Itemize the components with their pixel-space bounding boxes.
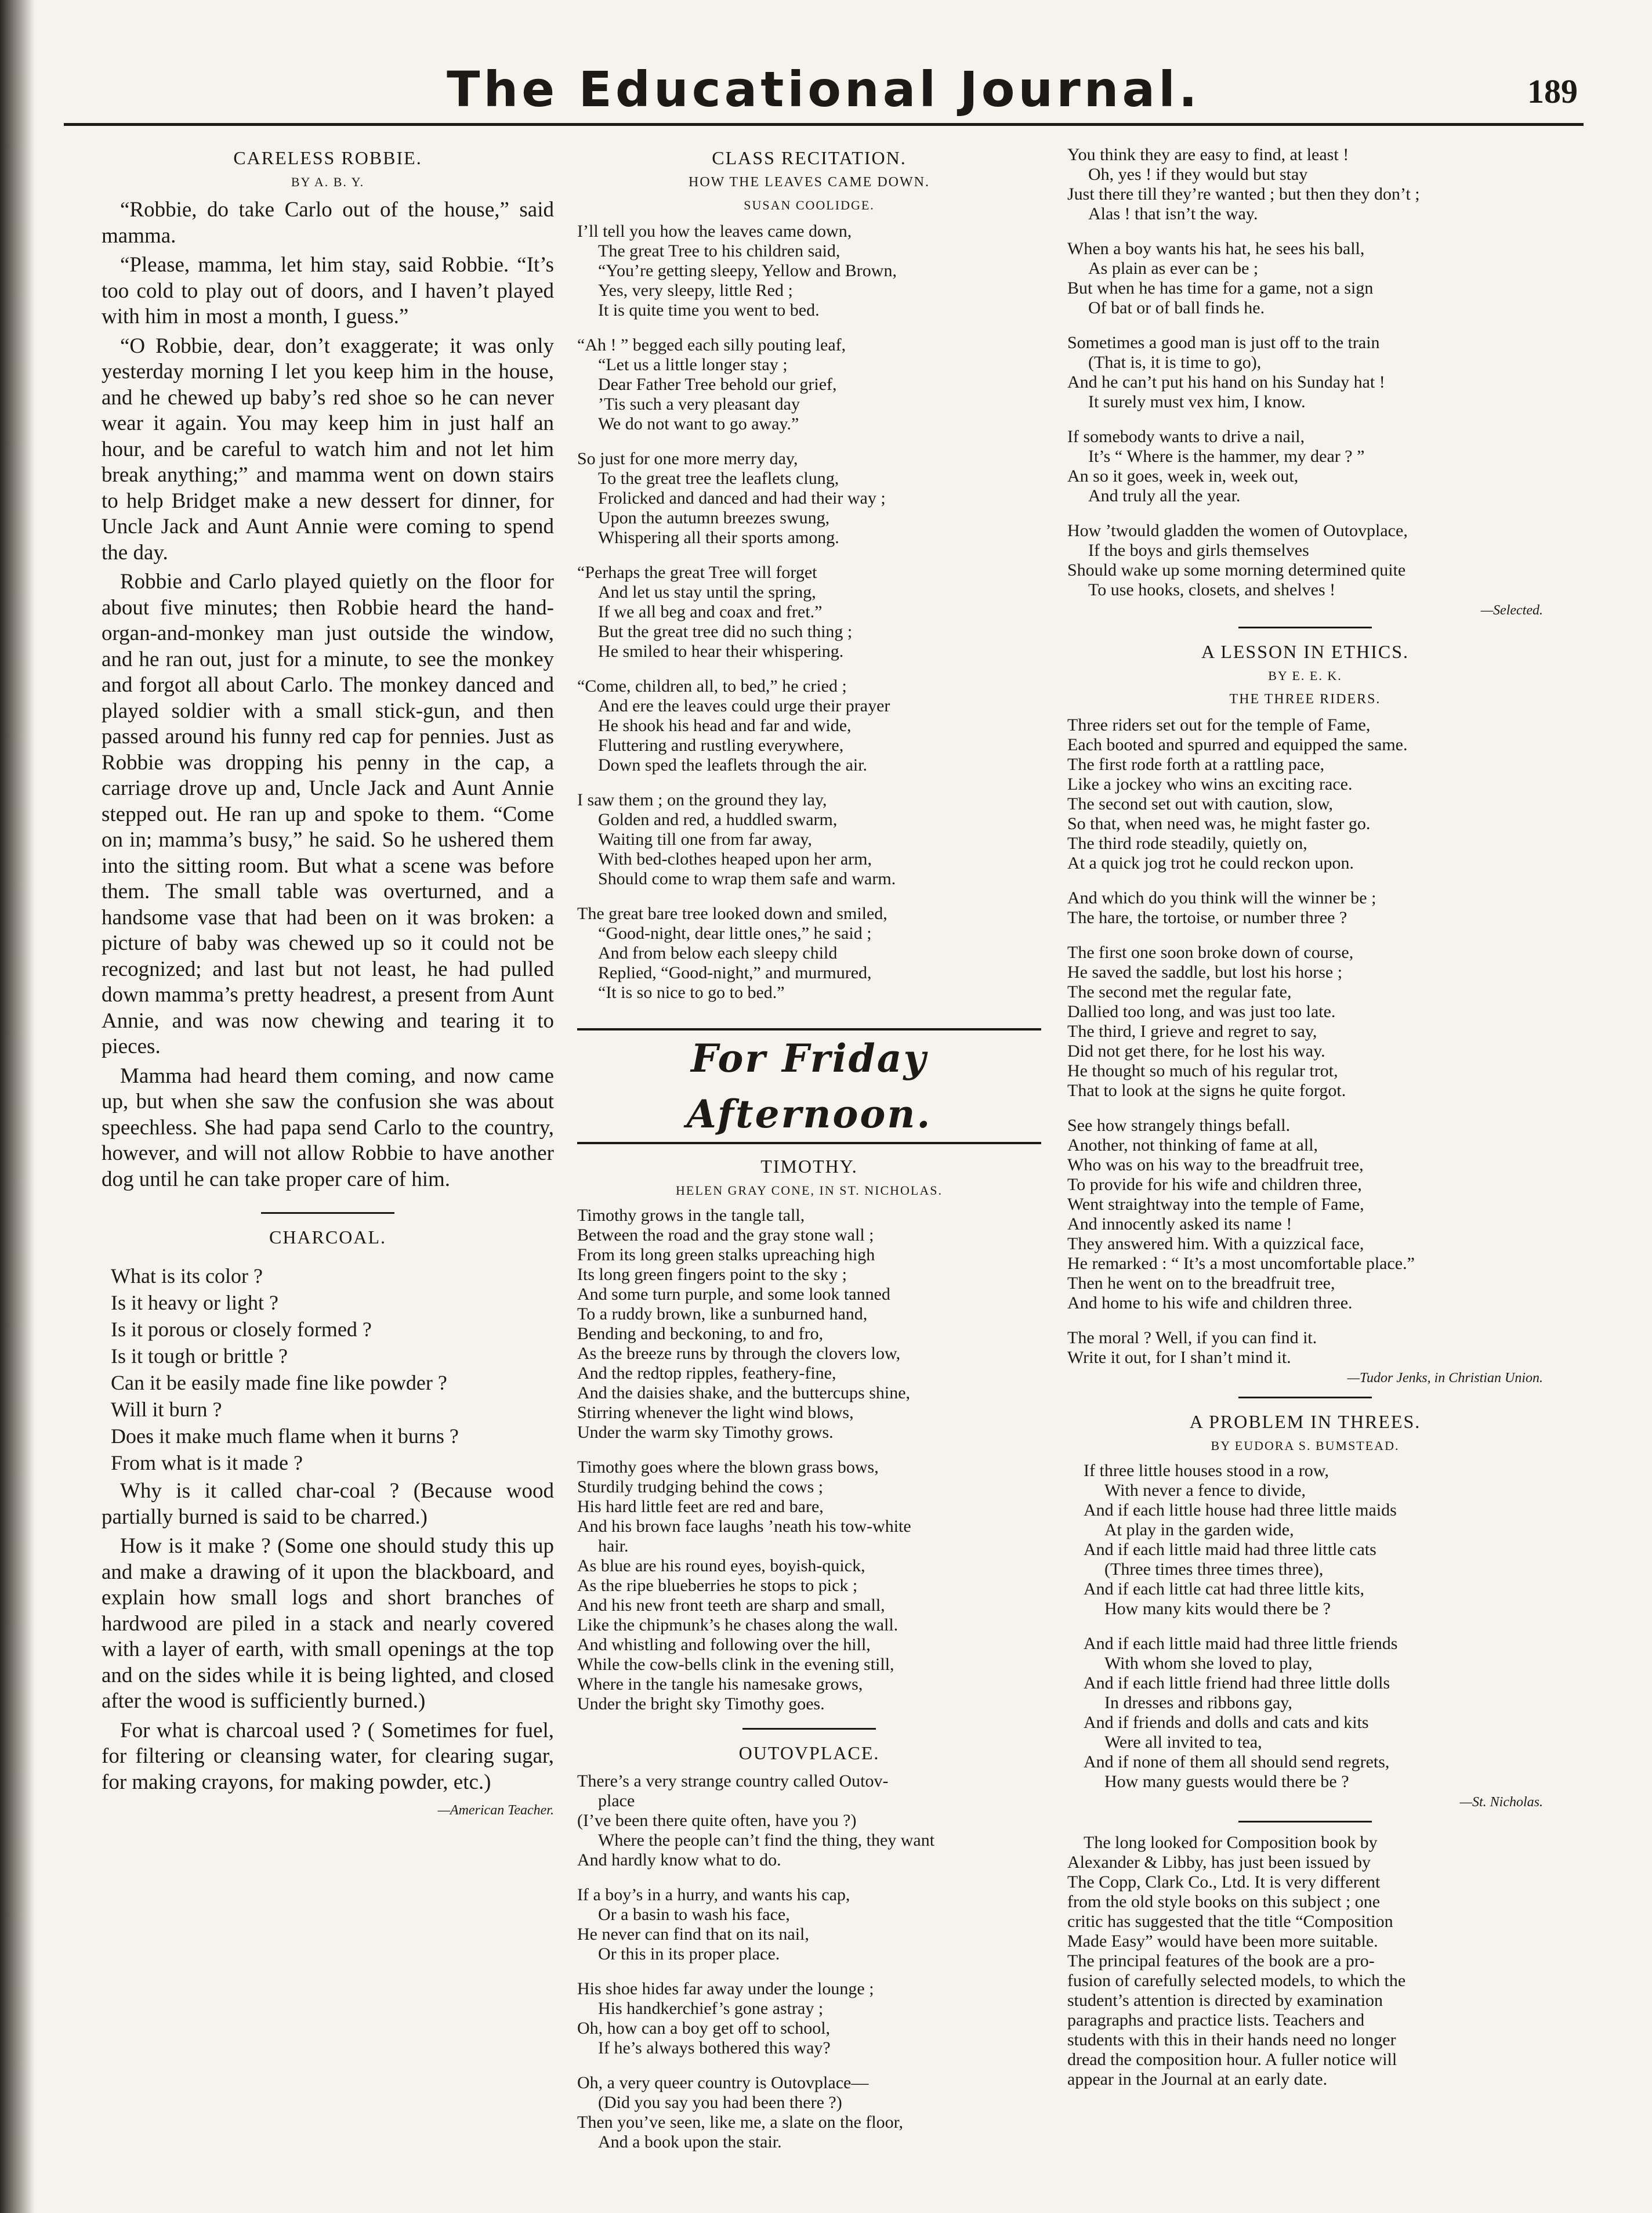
binding-shadow	[0, 0, 35, 2213]
poem-line: You think they are easy to find, at least !	[1067, 145, 1349, 164]
poem-line: It surely must vex him, I know.	[1088, 392, 1306, 411]
notice-line: The principal features of the book are a pro-	[1067, 1951, 1375, 1970]
notice-line: The Copp, Clark Co., Ltd. It is very different	[1067, 1872, 1381, 1892]
poem-line: As blue are his round eyes, boyish-quick,	[577, 1556, 865, 1575]
poem-line: Stirring whenever the light wind blows,	[577, 1403, 854, 1422]
poem-line: Were all invited to tea,	[1104, 1733, 1262, 1752]
poem-line: Then you’ve seen, like me, a slate on the floor,	[577, 2113, 903, 2132]
poem-line: Timothy grows in the tangle tall,	[577, 1206, 805, 1225]
poem-line: Sturdily trudging behind the cows ;	[577, 1477, 824, 1496]
poem-line: (Three times three times three),	[1104, 1560, 1324, 1579]
stanza-break	[1084, 1619, 1543, 1634]
poem-line: To use hooks, closets, and shelves !	[1088, 580, 1336, 599]
poem-line: Bending and beckoning, to and fro,	[577, 1324, 824, 1343]
poem-line: As the ripe blueberries he stops to pick ;	[577, 1576, 858, 1595]
notice-line: student’s attention is directed by examination	[1067, 1991, 1383, 2010]
poem-line: Just there till they’re wanted ; but then they don’t ;	[1067, 185, 1420, 204]
poem-line: Timothy goes where the blown grass bows,	[577, 1458, 879, 1477]
poem-line: The third, I grieve and regret to say,	[1067, 1022, 1317, 1041]
poem-line: From its long green stalks upreaching high	[577, 1245, 875, 1264]
question: Is it porous or closely formed ?	[111, 1318, 372, 1341]
page-number: 189	[1527, 73, 1578, 110]
article-body	[102, 197, 554, 1192]
section-rule	[1238, 1821, 1372, 1823]
poem-line: But the great tree did no such thing ;	[598, 622, 853, 641]
stanza-break	[1067, 928, 1543, 943]
column-right	[1067, 145, 1543, 2089]
poem-line: How ’twould gladden the women of Outovplace,	[1067, 521, 1408, 540]
poem-line: Whispering all their sports among.	[598, 528, 839, 547]
question: Is it tough or brittle ?	[111, 1344, 288, 1368]
poem-line: Of bat or of ball finds he.	[1088, 298, 1265, 317]
poem-line: And from below each sleepy child	[598, 943, 838, 963]
poem-body	[577, 1771, 1041, 2152]
poem-line: There’s a very strange country called Outov-	[577, 1771, 889, 1791]
stanza-break	[577, 548, 1041, 563]
notice-line: fusion of carefully selected models, to which the	[1067, 1971, 1406, 1990]
poem-line: If we all beg and coax and fret.”	[598, 602, 823, 621]
section-rule	[261, 1212, 394, 1214]
poem-byline: BY EUDORA S. BUMSTEAD.	[1211, 1438, 1400, 1453]
poem-line: It’s “ Where is the hammer, my dear ? ”	[1088, 447, 1365, 466]
poem-line: If somebody wants to drive a nail,	[1067, 427, 1305, 446]
notice-line: Alexander & Libby, has just been issued by	[1067, 1853, 1371, 1872]
stanza-break	[577, 1442, 1041, 1458]
poem-line: With bed-clothes heaped upon her arm,	[598, 849, 872, 869]
poem-line: That to look at the signs he quite forgot.	[1067, 1081, 1346, 1100]
stanza-break	[1067, 1101, 1543, 1116]
article-credit: —Selected.	[1480, 603, 1543, 618]
header-rule	[64, 123, 1584, 126]
stanza-break	[577, 775, 1041, 790]
poem-line: I’ll tell you how the leaves came down,	[577, 222, 852, 241]
poem-line: He never can find that on its nail,	[577, 1925, 809, 1944]
poem-line: And if none of them all should send regrets,	[1084, 1752, 1390, 1771]
section-rule	[1238, 627, 1372, 628]
poem-line: It is quite time you went to bed.	[598, 301, 820, 320]
section-rule	[742, 1728, 876, 1730]
article-body	[102, 1478, 554, 1795]
poem-line: “You’re getting sleepy, Yellow and Brown,	[598, 261, 897, 280]
paragraph: Why is it called char-coal ? (Because wood partially burned is said to be charred.)	[102, 1479, 554, 1529]
article-byline: BY A. B. Y.	[291, 175, 365, 189]
poem-line: The moral ? Well, if you can find it.	[1067, 1328, 1317, 1347]
poem-line: The great Tree to his children said,	[598, 241, 841, 261]
article-class-recitation	[577, 145, 1041, 1003]
poem-line: Then he went on to the breadfruit tree,	[1067, 1274, 1335, 1293]
article-timothy	[577, 1153, 1041, 1714]
poem-line: And if friends and dolls and cats and kits	[1084, 1713, 1369, 1732]
poem-line: He smiled to hear their whispering.	[598, 642, 844, 661]
poem-line: The first one soon broke down of course,	[1067, 943, 1354, 962]
poem-line: hair.	[598, 1536, 629, 1556]
question: What is its color ?	[111, 1264, 263, 1288]
notice-line: paragraphs and practice lists. Teachers and	[1067, 2010, 1365, 2030]
poem-line: We do not want to go away.”	[598, 414, 799, 433]
notice-line: dread the composition hour. A fuller notice will	[1067, 2050, 1397, 2069]
section-rule	[577, 1142, 1041, 1144]
poem-line: Where the people can’t find the thing, they want	[598, 1831, 935, 1850]
notice-line: Made Easy” would have been more suitable.	[1067, 1932, 1378, 1951]
poem-line: And hardly know what to do.	[577, 1850, 781, 1870]
poem-line: And innocently asked its name !	[1067, 1214, 1292, 1234]
poem-body	[1067, 1461, 1543, 1792]
page-header	[64, 58, 1584, 128]
poem-line: And if each little maid had three little cats	[1084, 1540, 1376, 1559]
composition-book-notice	[1067, 1833, 1543, 2089]
poem-line: An so it goes, week in, week out,	[1067, 467, 1299, 486]
poem-line: To a ruddy brown, like a sunburned hand,	[577, 1304, 868, 1324]
poem-line: His hard little feet are red and bare,	[577, 1497, 824, 1516]
poem-line: In dresses and ribbons gay,	[1104, 1693, 1292, 1712]
notice-line: students with this in their hands need no longer	[1067, 2030, 1396, 2049]
article-title: CHARCOAL.	[269, 1227, 386, 1247]
poem-line: The hare, the tortoise, or number three ?	[1067, 908, 1347, 927]
poem-line: And if each little maid had three little friends	[1084, 1634, 1398, 1653]
poem-line: “Come, children all, to bed,” he cried ;	[577, 677, 847, 696]
stanza-break	[1067, 224, 1543, 239]
poem-line: And truly all the year.	[1088, 486, 1241, 505]
stanza-break	[1067, 506, 1543, 521]
poem-line: “Let us a little longer stay ;	[598, 355, 788, 374]
article-charcoal	[102, 1224, 554, 1821]
poem-line: How many guests would there be ?	[1104, 1772, 1349, 1791]
poem-line: Should wake up some morning determined quite	[1067, 561, 1406, 580]
poem-line: “It is so nice to go to bed.”	[598, 983, 785, 1002]
poem-line: And his new front teeth are sharp and small,	[577, 1596, 885, 1615]
paragraph: Mamma had heard them coming, and now came up, but when she saw the confusion she was about speechless. She had papa send Carlo to the country, however, and will not allow Robbie to have another dog until he can take proper care of him.	[102, 1064, 554, 1191]
poem-line: If a boy’s in a hurry, and wants his cap,	[577, 1885, 850, 1904]
poem-line: If the boys and girls themselves	[1088, 541, 1309, 560]
question-list	[102, 1263, 554, 1476]
notice-line: critic has suggested that the title “Composition	[1067, 1912, 1393, 1931]
article-ethics	[1067, 639, 1543, 1388]
poem-byline: BY E. E. K.	[1268, 668, 1342, 683]
poem-line: Under the bright sky Timothy goes.	[577, 1694, 825, 1713]
poem-line: Its long green fingers point to the sky ;	[577, 1265, 847, 1284]
poem-line: When a boy wants his hat, he sees his ball,	[1067, 239, 1365, 258]
poem-line: ’Tis such a very pleasant day	[598, 395, 800, 414]
stanza-break	[1067, 412, 1543, 427]
poem-line: And if each little friend had three little dolls	[1084, 1673, 1390, 1693]
poem-line: If three little houses stood in a row,	[1084, 1461, 1329, 1480]
poem-line: (I’ve been there quite often, have you ?)	[577, 1811, 857, 1830]
article-outovplace-continued	[1067, 145, 1543, 621]
notice-line: appear in the Journal at an early date.	[1067, 2070, 1328, 2089]
poem-line: Should come to wrap them safe and warm.	[598, 869, 896, 888]
poem-line: Down sped the leaflets through the air.	[598, 755, 868, 775]
paragraph: For what is charcoal used ? ( Sometimes for fuel, for filtering or cleansing water, for clearing sugar, for making crayons, for making powder, etc.)	[102, 1718, 554, 1794]
poem-line: They answered him. With a quizzical face,	[1067, 1234, 1364, 1253]
poem-line: “Good-night, dear little ones,” he said ;	[598, 924, 872, 943]
poem-line: Yes, very sleepy, little Red ;	[598, 281, 793, 300]
poem-line: The second set out with caution, slow,	[1067, 794, 1333, 813]
poem-line: His handkerchief’s gone astray ;	[598, 1999, 824, 2018]
stanza-break	[577, 889, 1041, 904]
article-outovplace	[577, 1740, 1041, 2152]
poem-line: Who was on his way to the breadfruit tree,	[1067, 1155, 1364, 1174]
column-middle	[577, 145, 1041, 2152]
question: From what is it made ?	[111, 1451, 303, 1474]
stanza-break	[577, 661, 1041, 677]
poem-line: Or this in its proper place.	[598, 1944, 780, 1964]
poem-line: Waiting till one from far away,	[598, 830, 812, 849]
article-problem-in-threes	[1067, 1409, 1543, 1813]
question: Does it make much flame when it burns ?	[111, 1424, 459, 1448]
poem-line: Oh, how can a boy get off to school,	[577, 2019, 831, 2038]
poem-line: And the redtop ripples, feathery-fine,	[577, 1364, 836, 1383]
poem-line: The second met the regular fate,	[1067, 982, 1292, 1001]
stanza-break	[577, 1964, 1041, 1979]
poem-body	[577, 1206, 1041, 1714]
poem-line: Did not get there, for he lost his way.	[1067, 1042, 1325, 1061]
question: Will it burn ?	[111, 1398, 222, 1421]
notice-line: The long looked for Composition book by	[1084, 1833, 1378, 1852]
poem-line: The first rode forth at a rattling pace,	[1067, 755, 1325, 774]
poem-line: He remarked : “ It’s a most uncomfortable place.”	[1067, 1254, 1415, 1273]
poem-title: TIMOTHY.	[760, 1156, 858, 1177]
poem-line: Under the warm sky Timothy grows.	[577, 1423, 834, 1442]
poem-line: And some turn purple, and some look tanned	[577, 1285, 890, 1304]
poem-line: (Did you say you had been there ?)	[598, 2093, 842, 2112]
poem-line: And home to his wife and children three.	[1067, 1293, 1353, 1312]
poem-line: place	[598, 1791, 635, 1810]
poem-line: And he can’t put his hand on his Sunday hat !	[1067, 373, 1385, 392]
article-credit: —American Teacher.	[437, 1803, 554, 1818]
poem-line: Another, not thinking of fame at all,	[1067, 1136, 1318, 1155]
poem-line: Sometimes a good man is just off to the train	[1067, 333, 1380, 352]
poem-line: How many kits would there be ?	[1104, 1599, 1331, 1618]
question: Is it heavy or light ?	[111, 1291, 278, 1314]
poem-line: And ere the leaves could urge their prayer	[598, 696, 890, 715]
poem-byline: SUSAN COOLIDGE.	[744, 198, 875, 212]
poem-line: With whom she loved to play,	[1104, 1654, 1313, 1673]
poem-line: As plain as ever can be ;	[1088, 259, 1259, 278]
poem-line: To the great tree the leaflets clung,	[598, 469, 839, 488]
poem-line: Write it out, for I shan’t mind it.	[1067, 1348, 1291, 1367]
stanza-break	[1067, 1313, 1543, 1328]
poem-line: Replied, “Good-night,” and murmured,	[598, 963, 872, 982]
poem-line: Dallied too long, and was just too late.	[1067, 1002, 1336, 1021]
poem-line: The great bare tree looked down and smiled,	[577, 904, 887, 923]
poem-line: While the cow-bells clink in the evening still,	[577, 1655, 894, 1674]
poem-line: His shoe hides far away under the lounge ;	[577, 1979, 874, 1998]
poem-line: Went straightway into the temple of Fame,	[1067, 1195, 1364, 1214]
paragraph: “O Robbie, dear, don’t exaggerate; it was only yesterday morning I let you keep him in the house, and he chewed up baby’s red shoe so he can never wear it again. You may keep him in just half an hour, and be careful to watch him and not let him break anything;” and mamma went on down stairs to help Bridget make a new dessert for dinner, for Uncle Jack and Aunt Annie were coming to spend the day.	[102, 334, 554, 565]
poem-line: But when he has time for a game, not a sign	[1067, 279, 1374, 298]
poem-byline: HELEN GRAY CONE, IN ST. NICHOLAS.	[676, 1183, 943, 1198]
article-credit: —St. Nicholas.	[1459, 1795, 1543, 1810]
poem-line: And whistling and following over the hill,	[577, 1635, 871, 1654]
poem-line: As the breeze runs by through the clovers low,	[577, 1344, 901, 1363]
poem-line: “Ah ! ” begged each silly pouting leaf,	[577, 335, 846, 355]
poem-title: A LESSON IN ETHICS.	[1201, 641, 1409, 662]
poem-line: Like a jockey who wins an exciting race.	[1067, 775, 1353, 794]
poem-line: Like the chipmunk’s he chases along the wall.	[577, 1615, 899, 1635]
poem-line: He thought so much of his regular trot,	[1067, 1061, 1338, 1080]
poem-line: Three riders set out for the temple of Fame,	[1067, 715, 1371, 735]
stanza-break	[1067, 873, 1543, 888]
poem-line: At play in the garden wide,	[1104, 1520, 1294, 1539]
poem-title: A PROBLEM IN THREES.	[1189, 1411, 1421, 1432]
notice-line: from the old style books on this subject ; one	[1067, 1892, 1381, 1911]
masthead: The Educational Journal.	[447, 61, 1201, 118]
poem-body	[1067, 715, 1543, 1368]
poem-line: “Perhaps the great Tree will forget	[577, 563, 817, 582]
article-title: CARELESS ROBBIE.	[233, 147, 422, 168]
column-left	[102, 145, 554, 1821]
paragraph: “Please, mamma, let him stay, said Robbie. “It’s too cold to play out of doors, and I haven’t played with him in most a month, I guess.”	[102, 253, 554, 328]
poem-line: He shook his head and far and wide,	[598, 716, 852, 735]
question: Can it be easily made fine like powder ?	[111, 1371, 447, 1394]
stanza-break	[577, 2058, 1041, 2073]
poem-line: At a quick jog trot he could reckon upon.	[1067, 854, 1354, 873]
poem-line: So just for one more merry day,	[577, 449, 798, 468]
poem-line: And a book upon the stair.	[598, 2132, 782, 2151]
paragraph: Robbie and Carlo played quietly on the floor for about five minutes; then Robbie heard the hand-organ-and-monkey man just outside the window, and he ran out, just for a minute, to see the monkey and forgot all about Carlo. The monkey danced and played soldier with a small stick-gun, and then passed around his funny red cap for pennies. Just as Robbie was dropping his penny in the cap, a carriage drove up and, Uncle Jack and Aunt Annie stepped out. He ran up and spoke to them. “Come on in; mamma’s busy,” he said. So he ushered them into the sitting room. But what a scene was before them. The small table was overturned, and a handsome vase that had been on it was broken: a picture of baby was chewed up so it could not be recognized; and last but not least, he had pulled down mamma’s pretty headrest, a present from Aunt Annie, and was now chewing and tearing it to pieces.	[102, 570, 554, 1058]
poem-line: To provide for his wife and children three,	[1067, 1175, 1362, 1194]
stanza-break	[577, 434, 1041, 449]
poem-line: Each booted and spurred and equipped the same.	[1067, 735, 1408, 754]
poem-title: OUTOVPLACE.	[738, 1742, 880, 1763]
poem-body	[1067, 145, 1543, 600]
paragraph: “Robbie, do take Carlo out of the house,” said mamma.	[102, 198, 554, 248]
stanza-break	[1067, 318, 1543, 333]
poem-line: Oh, a very queer country is Outovplace—	[577, 2073, 869, 2092]
poem-title: HOW THE LEAVES CAME DOWN.	[689, 175, 930, 190]
poem-line: Upon the autumn breezes swung,	[598, 508, 830, 527]
stanza-break	[577, 1870, 1041, 1885]
stanza-break	[577, 320, 1041, 335]
poem-line: I saw them ; on the ground they lay,	[577, 790, 827, 809]
section-rule	[1238, 1397, 1372, 1398]
poem-line: He saved the saddle, but lost his horse ;	[1067, 963, 1343, 982]
article-careless-robbie	[102, 145, 554, 1192]
friday-afternoon-banner: For Friday Afternoon.	[686, 1036, 932, 1137]
poem-body	[577, 222, 1041, 1003]
poem-line: And his brown face laughs ’neath his tow-white	[577, 1517, 911, 1536]
poem-line: Alas ! that isn’t the way.	[1088, 204, 1258, 223]
poem-line: (That is, it is time to go),	[1088, 353, 1262, 372]
poem-line: Dear Father Tree behold our grief,	[598, 375, 837, 394]
poem-line: And which do you think will the winner be ;	[1067, 888, 1376, 907]
paragraph: How is it make ? (Some one should study this up and make a drawing of it upon the blackboard, and explain how small logs and short branches of hardwood are piled in a stack and nearly covered with a layer of earth, with small openings at the top and on the sides while it is being lighted, and closed after the wood is sufficiently burned.)	[102, 1534, 554, 1713]
poem-subtitle: THE THREE RIDERS.	[1229, 692, 1381, 707]
poem-line: And let us stay until the spring,	[598, 583, 816, 602]
poem-line: Fluttering and rustling everywhere,	[598, 736, 844, 755]
poem-line: With never a fence to divide,	[1104, 1481, 1306, 1500]
poem-line: Golden and red, a huddled swarm,	[598, 810, 838, 829]
poem-line: The third rode steadily, quietly on,	[1067, 834, 1307, 853]
poem-line: Or a basin to wash his face,	[598, 1905, 790, 1924]
poem-line: See how strangely things befall.	[1067, 1116, 1291, 1135]
poem-line: And if each little cat had three little kits,	[1084, 1579, 1364, 1599]
poem-line: And if each little house had three little maids	[1084, 1500, 1397, 1520]
poem-line: Frolicked and danced and had their way ;	[598, 489, 886, 508]
section-heading: CLASS RECITATION.	[712, 147, 907, 168]
poem-line: Between the road and the gray stone wall ;	[577, 1225, 874, 1245]
poem-line: If he’s always bothered this way?	[598, 2038, 831, 2057]
poem-line: Where in the tangle his namesake grows,	[577, 1675, 863, 1694]
poem-line: So that, when need was, he might faster go.	[1067, 814, 1371, 833]
poem-line: And the daisies shake, and the buttercups shine,	[577, 1383, 911, 1402]
article-credit: —Tudor Jenks, in Christian Union.	[1347, 1371, 1543, 1386]
poem-line: Oh, yes ! if they would but stay	[1088, 165, 1308, 184]
